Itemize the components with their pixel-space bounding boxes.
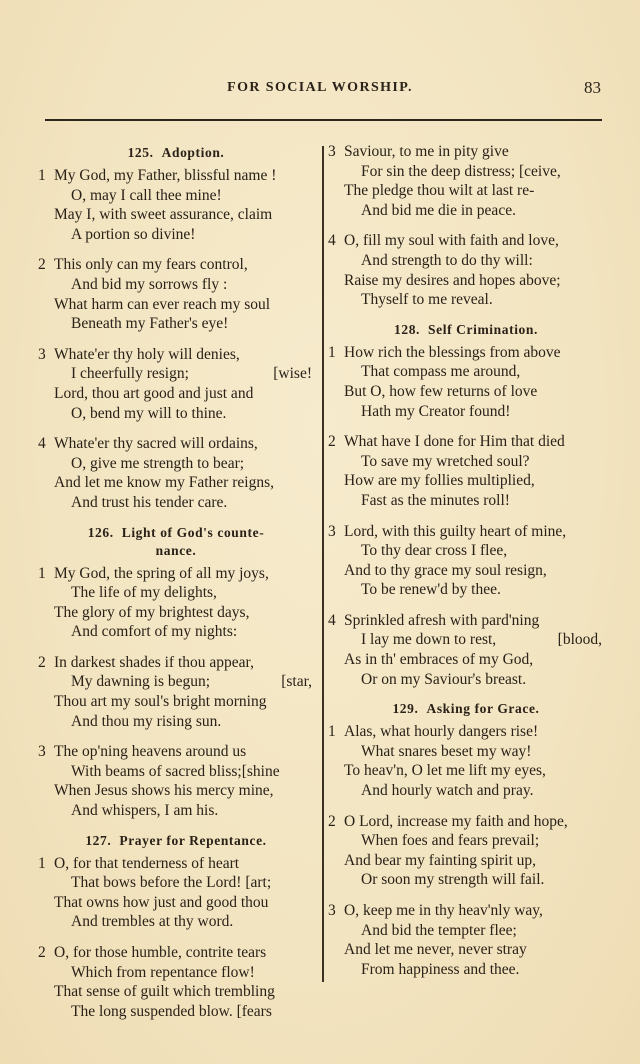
- verse-line: And comfort of my nights:: [71, 623, 238, 641]
- verse-line: As in th' embraces of my God,: [344, 651, 534, 669]
- verse: [328, 522, 604, 600]
- verse: [38, 434, 314, 512]
- hymn-title-text: Prayer for Repentance.: [119, 832, 267, 848]
- verse: [38, 564, 314, 642]
- hymn-number: 129.: [392, 701, 419, 717]
- verse-line: Lord, with this guilty heart of mine,: [344, 522, 567, 540]
- hymn-number: 125.: [127, 145, 154, 160]
- verse-line: The pledge thou wilt at last re-: [344, 182, 535, 200]
- verse-line: With beams of sacred bliss;[shine: [71, 762, 280, 780]
- verse: [328, 142, 604, 220]
- verse-number: 2: [38, 256, 46, 274]
- verse-line: To thy dear cross I flee,: [361, 542, 508, 560]
- verse-line: My God, the spring of all my joys,: [54, 564, 269, 582]
- verse-line: And let me know my Father reigns,: [54, 474, 274, 492]
- verse-line: O, give me strength to bear;: [71, 454, 245, 472]
- verse-line: How are my follies multiplied,: [344, 472, 535, 490]
- verse-number: 3: [328, 902, 336, 919]
- verse-number: 3: [38, 743, 46, 761]
- verse-line: And to thy grace my soul resign,: [344, 561, 547, 579]
- verse: [328, 611, 604, 689]
- hymn-title: [38, 144, 314, 162]
- hymn-title: [38, 832, 314, 850]
- verse: [38, 255, 314, 333]
- verse: [328, 343, 604, 421]
- hymn-number: 127.: [85, 832, 112, 848]
- verse: [38, 854, 314, 932]
- verse-line: Thyself to me reveal.: [361, 291, 493, 309]
- verse-line: What snares beset my way!: [361, 742, 532, 760]
- verse-line: In darkest shades if thou appear,: [54, 653, 254, 671]
- verse-line: O, may I call thee mine!: [71, 186, 222, 204]
- verse-line: O, fill my soul with faith and love,: [344, 232, 559, 250]
- verse-line: O, for those humble, contrite tears: [54, 944, 267, 961]
- verse-line: And trust his tender care.: [71, 493, 228, 511]
- verse-line: I lay me down to rest,: [361, 631, 497, 649]
- verse-number: 2: [38, 944, 46, 961]
- verse-line: O Lord, increase my faith and hope,: [344, 812, 568, 830]
- hymn-title-text: Light of God's counte-: [121, 524, 265, 540]
- verse-line: O, keep me in thy heav'nly way,: [344, 902, 543, 919]
- verse-line: Fast as the minutes roll!: [361, 491, 510, 509]
- verse: [328, 231, 604, 309]
- verse-number: 1: [38, 564, 46, 582]
- hymn-title: [38, 524, 314, 560]
- hymn-title: [328, 321, 604, 339]
- verse-number: 1: [328, 723, 336, 741]
- verse-number: 2: [38, 653, 46, 671]
- verse-line: And let me never, never stray: [344, 941, 527, 959]
- running-title: FOR SOCIAL WORSHIP.: [227, 80, 413, 95]
- hymn-title-text: Asking for Grace.: [426, 701, 540, 717]
- verse-line: Hath my Creator found!: [361, 402, 511, 420]
- header-rule: [45, 119, 602, 121]
- verse-line: That compass me around,: [361, 363, 521, 381]
- verse-line: What have I done for Him that died: [344, 433, 565, 451]
- right-column: [328, 142, 604, 990]
- verse-line: The op'ning heavens around us: [54, 743, 247, 761]
- hymn-title-text: Adoption.: [161, 145, 225, 160]
- verse-line: Whate'er thy sacred will ordains,: [54, 435, 258, 453]
- hymn-number: 126.: [87, 524, 114, 540]
- verse-number: 1: [328, 343, 336, 361]
- hymn-title-continuation: nance.: [155, 542, 197, 558]
- verse-number: 4: [38, 435, 46, 453]
- verse: [38, 166, 314, 244]
- verse-line: My God, my Father, blissful name !: [54, 167, 277, 184]
- verse-line: To be renew'd by thee.: [361, 581, 501, 599]
- verse-number: 4: [328, 232, 336, 250]
- verse-number: 3: [328, 522, 336, 540]
- verse-line: O, for that tenderness of heart: [54, 854, 240, 872]
- verse-line: The life of my delights,: [71, 584, 217, 602]
- verse-line: When Jesus shows his mercy mine,: [54, 782, 274, 800]
- verse: [328, 432, 604, 510]
- verse-line: I cheerfully resign;: [71, 365, 189, 383]
- verse-line: That sense of guilt which trembling: [54, 983, 275, 1001]
- turnover-word: [star,: [281, 673, 312, 691]
- hymn-title-text: Self Crimination.: [428, 321, 538, 337]
- verse-line: Or on my Saviour's breast.: [361, 670, 527, 688]
- verse-line: Raise my desires and hopes above;: [344, 271, 561, 289]
- verse-line: Lord, thou art good and just and: [54, 384, 254, 402]
- verse-line: How rich the blessings from above: [344, 343, 561, 361]
- verse: [38, 653, 314, 731]
- verse-line: To save my wretched soul?: [361, 452, 530, 470]
- verse-line: May I, with sweet assurance, claim: [54, 206, 273, 224]
- verse-line: Thou art my soul's bright morning: [54, 693, 267, 711]
- verse: [38, 943, 314, 1021]
- verse-line: Whate'er thy holy will denies,: [54, 345, 240, 363]
- verse-line: The glory of my brightest days,: [54, 603, 250, 621]
- verse-line: When foes and fears prevail;: [361, 832, 540, 850]
- verse-line: And bid my sorrows fly :: [71, 275, 228, 293]
- verse-line: Sprinkled afresh with pard'ning: [344, 611, 540, 629]
- verse-number: 4: [328, 611, 336, 629]
- verse-number: 1: [38, 167, 46, 184]
- verse-line: My dawning is begun;: [71, 673, 211, 691]
- verse-line: Alas, what hourly dangers rise!: [344, 723, 539, 741]
- verse-line: And thou my rising sun.: [71, 712, 222, 730]
- verse-line: Saviour, to me in pity give: [344, 143, 509, 160]
- verse-line: And whispers, I am his.: [71, 802, 219, 820]
- verse-line: What harm can ever reach my soul: [54, 295, 271, 313]
- verse-line: Beneath my Father's eye!: [71, 315, 229, 333]
- verse-line: And trembles at thy word.: [71, 913, 234, 931]
- verse-line: Which from repentance flow!: [71, 963, 255, 981]
- verse-line: And bear my fainting spirit up,: [344, 851, 536, 869]
- verse: [38, 742, 314, 820]
- page-number: 83: [584, 78, 601, 97]
- verse: [38, 345, 314, 423]
- verse-line: Or soon my strength will fail.: [361, 871, 545, 889]
- verse-number: 2: [328, 812, 336, 830]
- column-divider: [322, 146, 324, 982]
- verse-line: From happiness and thee.: [361, 960, 520, 978]
- verse-line: O, bend my will to thine.: [71, 404, 227, 422]
- left-column: [38, 142, 314, 1032]
- verse-line: That bows before the Lord! [art;: [71, 874, 272, 892]
- verse-line: The long suspended blow. [fears: [71, 1002, 272, 1020]
- verse-number: 3: [328, 143, 336, 160]
- turnover-word: [wise!: [273, 365, 312, 383]
- verse-number: 2: [328, 433, 336, 451]
- verse-line: A portion so divine!: [71, 225, 196, 243]
- verse: [328, 812, 604, 890]
- verse-line: For sin the deep distress; [ceive,: [361, 162, 561, 180]
- verse-line: That owns how just and good thou: [54, 893, 269, 911]
- verse-line: And strength to do thy will:: [361, 251, 533, 269]
- verse: [328, 901, 604, 979]
- verse-line: And bid the tempter flee;: [361, 921, 517, 939]
- verse-number: 3: [38, 345, 46, 363]
- verse-line: This only can my fears control,: [54, 256, 248, 274]
- verse-line: And hourly watch and pray.: [361, 782, 534, 800]
- hymn-title: [328, 700, 604, 718]
- hymn-number: 128.: [394, 321, 421, 337]
- verse-line: And bid me die in peace.: [361, 201, 516, 219]
- verse-line: To heav'n, O let me lift my eyes,: [344, 762, 546, 780]
- turnover-word: [blood,: [557, 631, 602, 649]
- verse-line: But O, how few returns of love: [344, 382, 538, 400]
- verse: [328, 722, 604, 800]
- verse-number: 1: [38, 854, 46, 872]
